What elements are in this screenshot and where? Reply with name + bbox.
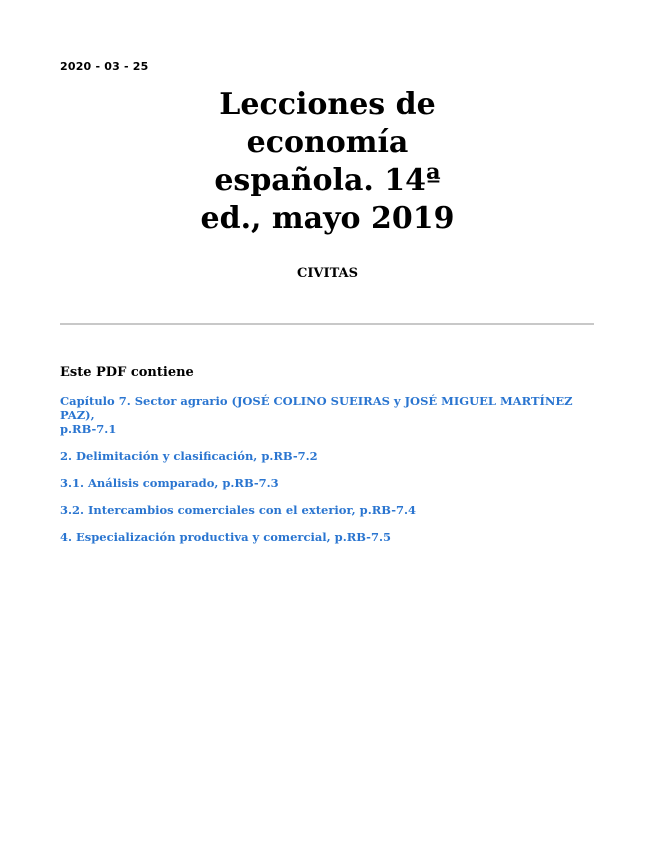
toc-link-text: 2. Delimitación y clasificación, p.RB-7.2 <box>60 449 318 463</box>
toc-link-section-4[interactable] <box>60 530 580 544</box>
toc-link-text: 3.2. Intercambios comerciales con el exterior, p.RB-7.4 <box>60 503 416 517</box>
toc-link-chapter-7[interactable] <box>60 394 580 436</box>
title-line: economía <box>246 125 409 160</box>
toc-list <box>60 394 580 557</box>
toc-item <box>60 503 580 517</box>
toc-link-section-3-1[interactable] <box>60 476 580 490</box>
toc-item <box>60 530 580 544</box>
toc-link-text: 4. Especialización productiva y comercial, p.RB-7.5 <box>60 530 391 544</box>
toc-link-text: p.RB-7.1 <box>60 422 117 436</box>
title-line: ed., mayo 2019 <box>200 201 455 236</box>
title-line: española. 14ª <box>214 163 441 198</box>
section-divider <box>60 323 594 325</box>
document-title <box>160 86 495 238</box>
document-date: 2020 - 03 - 25 <box>60 60 149 73</box>
toc-item <box>60 394 580 436</box>
toc-item <box>60 449 580 463</box>
title-line: Lecciones de <box>219 87 436 122</box>
toc-link-text: Capítulo 7. Sector agrario (JOSÉ COLINO SUEIRAS y JOSÉ MIGUEL MARTÍNEZ PAZ), <box>60 394 573 422</box>
toc-link-text: 3.1. Análisis comparado, p.RB-7.3 <box>60 476 279 490</box>
publisher-name: CIVITAS <box>296 266 359 281</box>
toc-link-section-3-2[interactable] <box>60 503 580 517</box>
toc-link-section-2[interactable] <box>60 449 580 463</box>
toc-item <box>60 476 580 490</box>
toc-heading: Este PDF contiene <box>60 365 194 380</box>
